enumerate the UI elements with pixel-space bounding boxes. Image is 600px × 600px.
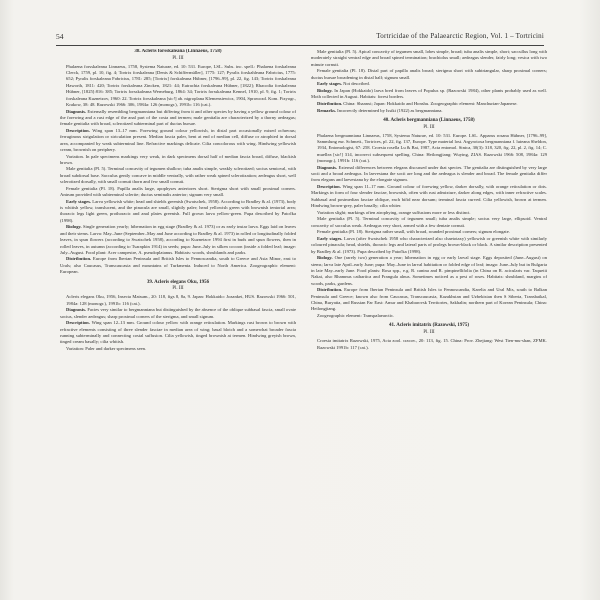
text-paragraph: Female genitalia (Pl. 18). Papilla analis large, apophyses anteriores short. Sterigma short with small proximal corners. Antrum provided with subterminal sclerite; ductus seminalis anterior; signum very small.: [60, 185, 296, 198]
text-paragraph: Female genitalia (Pl. 18). Distal part of papilla analis broad; sterigma short with subtriangular, sharp proximal corners; ductus bursae broadening in distal half; signum small.: [311, 68, 547, 80]
text-paragraph: Biology. Single generation yearly; hibernation in egg stage (Bradley & al. 1973) or as early instar larva. Eggs laid on leaves and their stems. Larva: May–June (September–May and June according to Bradley & al. 1973) in rolled or longitudinally folded leaves, in spun flowers (according to Swatschek 1958), according to Kuznetzov 1994 first in buds and spun flowers, then in rolled leaves, in autumn (according to Tsarapkin 1914) in seeds; pupa: June–July in silken cocoon (inside a folded leaf; image: July–August. Food plant: Acer campestre, A. pseudoplatanus. Habitats: woods, shrublands and parks.: [60, 224, 296, 255]
paragraph-label: Distribution.: [317, 287, 345, 293]
plate-reference: Pl. III: [423, 124, 435, 130]
paragraph-label: Remarks.: [317, 107, 338, 113]
paragraph-label: Distribution.: [317, 100, 344, 106]
species-heading: 38. Acleris forsskaleana (Linnaeus, 1758): [134, 49, 222, 54]
synonymy-block: Phalaena forsskaleana Linnaeus, 1758, Systema Naturae, ed. 10: 531. Europe, LSL. Subs. inc. spell.: Phalaena forskaleana Clerck, 1759, pl. 10, fig. 4; Tortrix forskaleana [Denis & Schiffermüller], 1775: 127; Pyralis forskahleana Fabricius, 1775: 652; Pyralis forskaleana Fabricius, 1781: 285; [Tortrix] forskaleana Hübner, [1796–99], pl. 22, fig. 143; Tortrix forskaleana Haworth, 1811: 420; Tortrix forskaleana Zincken, 1821: 44; Eutrachia forskaleana Hübner, [1822]; Rhacodia forskaleana Hübner, [1825]:816: 385; Tortrix forsskaleana Werneburg, 1864: 34; Tortrix forsskaleana Kennel, 1910, pl. 9, fig. 1; Tortrix forskaleana Kuznetzov, 1960: 22. Tortrix forsskaleana [sic!] ab. nigroplana Klemensiewicz, 1904, Sprawozd. Kom. Fizyogr., Krakow, 38: 48. Razowski 1966: 306, 1984a: 126 (monogr.), 1991b: 116 (cat.).: [66, 63, 296, 107]
synonymy-block: Acleris elegans Oku, 1956, Insecta Matsum., 20: 118, figs 8, 8a, 9. Japan: Hokkaido: Jozankei, HUS. Razowski 1966: 501, 1984a: 128 (monogr.), 1991b: 116 (cat.).: [66, 294, 296, 306]
paragraph-label: Diagnosis.: [66, 108, 88, 114]
paragraph-label: Description.: [66, 320, 92, 326]
text-paragraph: Variation. In pale specimens markings very weak, in dark specimens dorsal half of median fascia broad, diffuse, blackish brown.: [60, 153, 296, 165]
paragraph-label: Distribution.: [66, 256, 93, 262]
plate-reference: Pl. III: [423, 329, 435, 335]
text-paragraph: Diagnosis. Facies very similar to bergmanniana but distinguished by the absence of the oblique subbasal fascia, small ovate socius, slender aedeagus; sharp proximal corners of the sterigma, and small signum.: [60, 307, 296, 319]
text-paragraph: Biology. One (rarely two) generation a year; hibernation in egg or early larval stage. Eggs deposited (June–August) on stems; larva late April–early June; pupa: May–June in larval habitation or folded edge of leaf; imago: June–July but in Bulgaria in late May–early June. Food plants: Rosa spp., e.g. R. canina and R. pimpinellifolia (in China on R. acicularis var. Taquetii Nakai, also Rhamnus cathartica and Frangula alnus. Sometimes noticed as a pest of roses. Habitats: shrubland, margins of woods, parks, gardens.: [311, 255, 547, 286]
text-paragraph: Description. Wing span 12–13 mm. Ground colour yellow with orange reticulation. Markings rust brown to brown with refractive elements consisting of three slender fasciae in median area of wing; basal blotch and a somewhat broader fascia running subterminally and connecting costal suffusion. Cilia yellowish, tinged brownish at termen. Hindwing greyish brown, tinged cream basally; cilia whitish.: [60, 320, 296, 345]
left-column: [60, 49, 296, 584]
page-header: [56, 31, 544, 46]
text-paragraph: Diagnosis. External differences between elegans discussed under that species. The genitalia are distinguished by very large socii and a broad aedeagus. In laevestana the socii are long and the aedeagus is slender and broad. The female genitalia differ from elegans and laevestana by the elongate signum.: [311, 164, 547, 183]
text-paragraph: Distribution. Europe from Iberian Peninsula and British Isles to Fennoscandia, Karelia and Ural Mts, south to Balkan Peninsula and Greece; known also from Caucasus, Transcaucasia, Kazakhstan and Uzbekistan then S Siberia, Transbaikal, China, Buryatia, and Russian Far East: Amur and Khabarovsk Territories, Sakhalin; northern part of Korean Peninsula; China: Heilongjiang.: [311, 287, 547, 312]
species-heading: 40. Acleris bergmanniana (Linnaeus, 1758): [383, 117, 475, 123]
text-paragraph: Zoogeographic element: Transpalaearctic.: [317, 313, 395, 319]
paragraph-label: Early stages.: [66, 198, 93, 204]
running-title: Tortricidae of the Palaearctic Region, Vol. 1 – Tortricini: [376, 32, 544, 40]
paragraph-label: Description.: [317, 184, 343, 190]
text-paragraph: Remarks. Incorrectly determined by Issiki (1922) as bergmanniana.: [317, 107, 443, 113]
page-number: 54: [56, 32, 64, 41]
synonymy-block: Phalaena bergmanniana Linnaeus, 1758, Systema Naturae, ed. 10: 531. Europe. LSL. Apparus rosana Hübner, [1796–99], Sammlung eur. Schmett., Tortrices, pl. 22, fig. 137, Europe. Type material lost. Argyrotoxa bergmanniana f. luteana Sheldon, 1934, Entomologist, 67: 258. Croesia rosella Lu & Bai, 1987, Acta entomol. Sinica, 30(3): 318, 320, fig. 22, pl. 2, fig. 14; C. muellea [sic!] 314, incorrect subsequent spelling. China: Heilongjiang: Wuying, ZIAS. Razowski 1966: 508, 1984a: 129 (monogr.), 1991b: 116 (cat.).: [317, 132, 547, 164]
plate-reference: Pl. III: [172, 55, 184, 61]
text-paragraph: Early stages. Not described.: [317, 81, 370, 87]
paragraph-label: Biology.: [317, 87, 335, 93]
text-paragraph: Distribution. China: Shaanxi; Japan: Hokkaido and Honshu. Zoogeographic element: Manchurian-Japanese.: [317, 100, 518, 106]
text-paragraph: Early stages. Larva (after Swatschek 1958 who characterized also chaetotaxy) yellowish or greenish white with similarly coloured pinacula; head, shields, thoracic legs and lateral parts of prolegs brown-black or black. A similar description presented by Bradley & al. (1973). Pupa described by Patočka (1998).: [311, 236, 547, 254]
species-heading: 39. Acleris elegans Oku, 1956: [146, 279, 210, 285]
text-paragraph: Male genitalia (Pl. 5). Terminal concavity of tegumen shallow; tuba analis simple, weakly sclerotized; socius semioval, with broad subdorsal base. Sacculus gently concave in middle ventrally, with rather weak spined sclerotization; aedeagus short, well sclerotized dorsally, with small cornuti thorn and few small cornuti.: [60, 166, 296, 185]
plate-reference: Pl. III: [172, 286, 184, 292]
text-paragraph: Distribution. Europe from Iberian Peninsula and British Isles to Fennoscandia, south to Greece and Asia Minor, east to Urals; also Caucasus, Transcaucasia and mountains of Turkmenia. Induced to North America. Zoogeographic element: European.: [60, 256, 296, 275]
text-paragraph: Early stages. Larva yellowish white; head and shields greenish (Swatschek, 1958). According to Bradley & al. (1973), body is whitish yellow, translucent, and the pinacula are small, slightly paler; head yellowish green with brownish tentorial area; thoracic legs light green, prothoracic and anal plates greenish. Full grown larva yellow-green. Pupa described by Patočka (1998).: [60, 198, 296, 223]
paragraph-label: Early stages.: [317, 236, 344, 241]
text-paragraph: Description. Wing span 13–17 mm. Forewing ground colour yellowish, in distal part occasionally mixed ochreous; ferruginous strigulation or striculation present. Median fascia paler, bent at end of median cell, diffuse or atrophied in dorsal area, accompanied by weak subterminal line. Refractive markings delicate. Cilia concolorous with wing. Hindwing yellowish cream, brownish on periphery.: [60, 127, 296, 152]
paragraph-label: Description.: [66, 127, 93, 133]
paragraph-label: Diagnosis.: [317, 164, 339, 170]
species-heading: 41. Acleris imitatrix (Razowski, 1975): [389, 323, 469, 329]
paragraph-label: Biology.: [66, 224, 83, 230]
paragraph-label: Biology.: [317, 255, 335, 261]
paragraph-label: Diagnosis.: [66, 307, 88, 313]
text-paragraph: Description. Wing span 11–17 mm. Ground colour of forewing yellow, darker dorsally, with orange reticulation or dots. Markings in form of four slender fasciae, brownish, often with rust admixture, darker along edges, with inner refractive scales. Subbasal and postmedian fasciae oblique, each bifid near dorsum; terminal fascia curved. Cilia yellowish, brown at termen. Hindwing brown-grey, paler basally; cilia whiter.: [311, 184, 547, 209]
text-paragraph: Female genitalia (Pl. 18). Sterigma rather small, with broad, rounded proximal corners; signum elongate.: [317, 229, 510, 235]
text-paragraph: Variation slight; markings often atrophying, orange suffusions more or less distinct.: [317, 209, 471, 215]
text-paragraph: Male genitalia (Pl. 5). Apical concavity of tegumen small, lobes simple, broad; tuba analis simple, short; saccullus long with moderately straight ventral edge and broad spined termination; brachiolus small; aedeagus slender, fairly long; vesica with two minute cornuti.: [311, 49, 547, 67]
text-paragraph: Male genitalia (Pl. 5). Terminal concavity of tegumen small; tuba analis simple; socius very large, ellipsoid. Ventral concavity of sacculus weak. Aedeagus very short, armed with a few dentate cornuti.: [311, 216, 547, 228]
paragraph-label: Early stages.: [317, 81, 344, 87]
right-column: [311, 49, 547, 584]
text-paragraph: Variation: Paler and darker specimens seen.: [66, 345, 147, 351]
synonymy-block: Croesia imitatrix Razowski, 1975, Acta zool. cracov., 20: 113, fig. 15. China: Prov. Zhejiang: West Tien-mu-shan, ZFMK. Razowski 1991b: 117 (cat.).: [317, 338, 547, 350]
text-paragraph: Diagnosis. Externally resembling bergmanniana but differing from it and other species by having a yellow ground colour of the forewing and a rust edge of the anal part of the costa and termen; male genitalia are characterized by a thorny aedeagus; female genitalia with broad, sclerotized subterminal part of ductus bursae.: [60, 108, 296, 127]
text-paragraph: Biology. In Japan (Hokkaido) larva bred from leaves of Populus sp. (Razowski 1984), other plants probably used as well. Moth collected in August. Habitats: forest borders.: [311, 87, 547, 100]
